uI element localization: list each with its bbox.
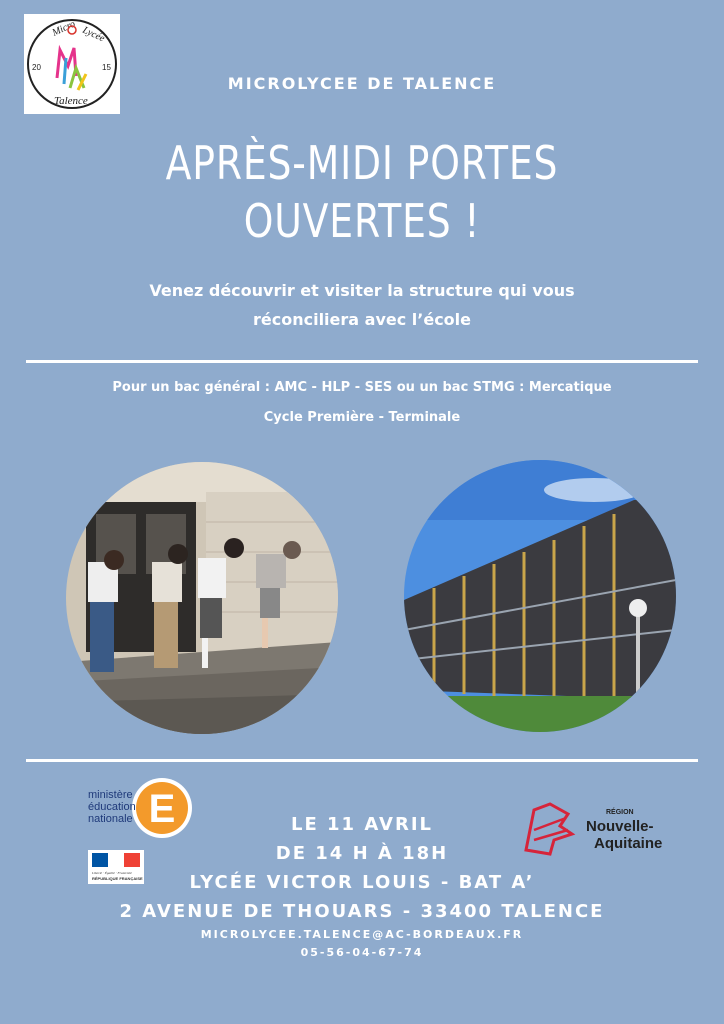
region-name-1: Nouvelle- xyxy=(586,818,654,835)
subtitle xyxy=(60,276,664,334)
logo-bottom-text: Talence xyxy=(54,95,88,107)
organization-name: MICROLYCEE DE TALENCE xyxy=(227,74,497,93)
ministry-line-1: ministère xyxy=(88,789,133,801)
logo-top-text: Micro xyxy=(50,18,78,39)
contact-phone[interactable]: 05-56-04-67-74 xyxy=(300,946,424,959)
logo-top-text2: Lycée xyxy=(80,24,107,45)
divider-bottom xyxy=(26,759,698,762)
event-time: DE 14 H À 18H xyxy=(275,843,449,864)
logo-year-left: 20 xyxy=(32,63,41,72)
ministry-letter: E xyxy=(148,787,176,831)
logo-year-right: 15 xyxy=(102,63,111,72)
divider-top xyxy=(26,360,698,363)
republic-motto: Liberté · Égalité · Fraternité xyxy=(92,871,132,875)
programs-line: Pour un bac général : AMC - HLP - SES ou un bac STMG : Mercatique xyxy=(112,380,612,395)
republic-name: RÉPUBLIQUE FRANÇAISE xyxy=(92,876,143,881)
page-title xyxy=(65,134,659,250)
building-photo xyxy=(404,460,676,732)
subtitle-line-2: réconciliera avec l’école xyxy=(252,310,471,329)
microlycee-logo-graphic xyxy=(24,14,120,114)
region-name-2: Aquitaine xyxy=(594,835,663,852)
title-line-2: OUVERTES ! xyxy=(243,194,481,248)
subtitle-line-1: Venez découvrir et visiter la structure qui vous xyxy=(149,281,575,300)
ministry-line-3: nationale xyxy=(88,813,133,825)
microlycee-logo xyxy=(24,14,120,114)
event-place: LYCÉE VICTOR LOUIS - BAT A’ xyxy=(189,872,535,893)
ministry-line-2: éducation xyxy=(88,801,136,813)
students-photo xyxy=(66,462,338,734)
contact-email[interactable]: MICROLYCEE.TALENCE@AC-BORDEAUX.FR xyxy=(200,928,524,941)
region-label: RÉGION xyxy=(606,809,634,816)
title-line-1: APRÈS-MIDI PORTES xyxy=(165,136,559,190)
event-address: 2 AVENUE DE THOUARS - 33400 TALENCE xyxy=(119,901,605,922)
event-date: LE 11 AVRIL xyxy=(290,814,433,835)
cycle-line: Cycle Première - Terminale xyxy=(263,410,461,425)
